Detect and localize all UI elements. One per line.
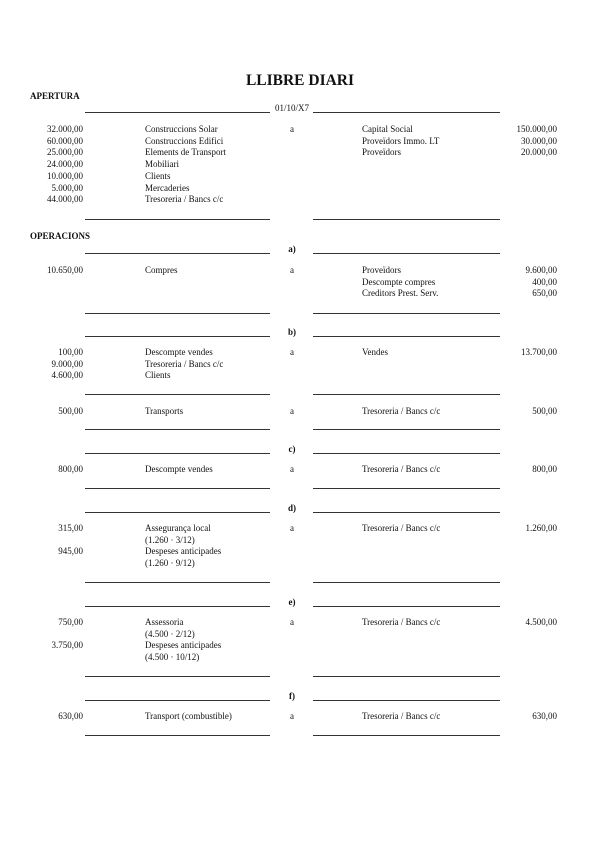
- debit-amount: 500,00: [58, 406, 83, 416]
- credit-account: Tresoreria / Bancs c/c: [362, 523, 441, 533]
- entry-close-right: [313, 488, 500, 489]
- debit-account: Mobiliari: [145, 159, 179, 170]
- credit-amount: 20.000,00: [521, 147, 557, 158]
- entry-close-left: [85, 676, 270, 677]
- credit-account: Capital Social: [362, 124, 413, 134]
- debit-account: Construccions Edifici: [145, 135, 224, 146]
- connector-a: a: [290, 617, 294, 627]
- connector-a: a: [290, 523, 294, 533]
- entry-separator-right: [313, 606, 500, 607]
- credit-amount: 500,00: [532, 406, 557, 416]
- debit-account: Assegurança local: [145, 523, 211, 533]
- page-title: LLIBRE DIARI: [245, 72, 355, 89]
- credit-account: Tresoreria / Bancs c/c: [362, 406, 441, 416]
- entry-separator-right: [313, 336, 500, 337]
- entry-close-left: [85, 735, 270, 736]
- entry-separator-right: [313, 453, 500, 454]
- debit-amount: 3.750,00: [51, 640, 83, 651]
- credit-account: Proveïdors Immo. LT: [362, 135, 440, 146]
- entry-close-right: [313, 582, 500, 583]
- entry-close-right: [313, 313, 500, 314]
- entry-close-right: [313, 394, 500, 395]
- entry-close-left: [85, 219, 270, 220]
- entry-close-left: [85, 488, 270, 489]
- debit-account: Compres: [145, 265, 178, 275]
- debit-account: Transports: [145, 406, 184, 416]
- debit-account: (1.260 · 9/12): [145, 558, 195, 569]
- credit-account: Proveïdors: [362, 147, 401, 158]
- debit-amount: 945,00: [58, 546, 83, 557]
- connector-a: a: [290, 265, 294, 275]
- entry-close-right: [313, 676, 500, 677]
- entry-separator-right: [313, 253, 500, 254]
- debit-amount: 10.650,00: [47, 265, 83, 275]
- debit-amount: 32.000,00: [47, 124, 83, 134]
- entry-close-left: [85, 582, 270, 583]
- credit-amount: 30.000,00: [521, 135, 557, 146]
- entry-separator-left: [85, 606, 270, 607]
- debit-amount: 44.000,00: [47, 194, 83, 205]
- credit-amount: 650,00: [532, 288, 557, 299]
- debit-account: Despeses anticipades: [145, 640, 222, 651]
- credit-amount: 13.700,00: [521, 347, 557, 357]
- debit-account: Descompte vendes: [145, 464, 213, 474]
- credit-amount: 630,00: [532, 711, 557, 721]
- debit-account: Clients: [145, 370, 171, 381]
- connector-a: a: [290, 711, 294, 721]
- entry-label: b): [287, 327, 296, 337]
- entry-separator-left: [85, 112, 270, 113]
- credit-account: Creditors Prest. Serv.: [362, 288, 439, 299]
- debit-account: (4.500 · 10/12): [145, 652, 200, 663]
- debit-amount: 750,00: [58, 617, 83, 627]
- entry-close-right: [313, 429, 500, 430]
- connector-a: a: [290, 347, 294, 357]
- entry-close-right: [313, 735, 500, 736]
- debit-amount: 800,00: [58, 464, 83, 474]
- section-opening: APERTURA: [30, 91, 80, 101]
- debit-amount: 9.000,00: [51, 358, 83, 369]
- connector-a: a: [290, 406, 294, 416]
- entry-separator-right: [313, 512, 500, 513]
- debit-account: (4.500 · 2/12): [145, 628, 195, 639]
- entry-separator-left: [85, 453, 270, 454]
- entry-label: c): [288, 444, 296, 454]
- debit-amount: 4.600,00: [51, 370, 83, 381]
- debit-account: Tresoreria / Bancs c/c: [145, 358, 224, 369]
- entry-separator-right: [313, 700, 500, 701]
- entry-label: e): [288, 597, 296, 607]
- connector-a: a: [290, 124, 294, 134]
- entry-label: 01/10/X7: [274, 103, 309, 113]
- entry-label: f): [289, 691, 295, 701]
- entry-close-left: [85, 313, 270, 314]
- credit-account: Descompte compres: [362, 276, 436, 287]
- debit-account: Clients: [145, 170, 171, 181]
- debit-account: Assessoria: [145, 617, 184, 627]
- debit-account: Transport (combustible): [145, 711, 232, 721]
- entry-label: a): [288, 244, 296, 254]
- debit-account: (1.260 · 3/12): [145, 534, 195, 545]
- debit-account: Tresoreria / Bancs c/c: [145, 194, 224, 205]
- connector-a: a: [290, 464, 294, 474]
- credit-account: Tresoreria / Bancs c/c: [362, 711, 441, 721]
- credit-amount: 400,00: [532, 276, 557, 287]
- entry-separator-left: [85, 512, 270, 513]
- credit-account: Tresoreria / Bancs c/c: [362, 617, 441, 627]
- credit-amount: 4.500,00: [525, 617, 557, 627]
- debit-amount: 10.000,00: [47, 170, 83, 181]
- debit-account: Descompte vendes: [145, 347, 213, 357]
- entry-separator-left: [85, 253, 270, 254]
- debit-amount: 630,00: [58, 711, 83, 721]
- debit-account: Despeses anticipades: [145, 546, 222, 557]
- credit-amount: 9.600,00: [525, 265, 557, 275]
- debit-amount: 100,00: [58, 347, 83, 357]
- debit-amount: 25.000,00: [47, 147, 83, 158]
- debit-account: Elements de Transport: [145, 147, 226, 158]
- credit-amount: 1.260,00: [525, 523, 557, 533]
- entry-close-left: [85, 394, 270, 395]
- debit-amount: 60.000,00: [47, 135, 83, 146]
- debit-amount: 315,00: [58, 523, 83, 533]
- credit-account: Tresoreria / Bancs c/c: [362, 464, 441, 474]
- debit-amount: 5.000,00: [51, 182, 83, 193]
- entry-separator-left: [85, 336, 270, 337]
- section-operations: OPERACIONS: [30, 231, 91, 241]
- credit-account: Vendes: [362, 347, 388, 357]
- debit-amount: 24.000,00: [47, 159, 83, 170]
- debit-account: Construccions Solar: [145, 124, 218, 134]
- debit-account: Mercaderies: [145, 182, 190, 193]
- entry-separator-right: [313, 112, 500, 113]
- credit-amount: 150.000,00: [516, 124, 557, 134]
- entry-label: d): [287, 503, 296, 513]
- entry-close-right: [313, 219, 500, 220]
- entry-close-left: [85, 429, 270, 430]
- credit-account: Proveïdors: [362, 265, 401, 275]
- credit-amount: 800,00: [532, 464, 557, 474]
- entry-separator-left: [85, 700, 270, 701]
